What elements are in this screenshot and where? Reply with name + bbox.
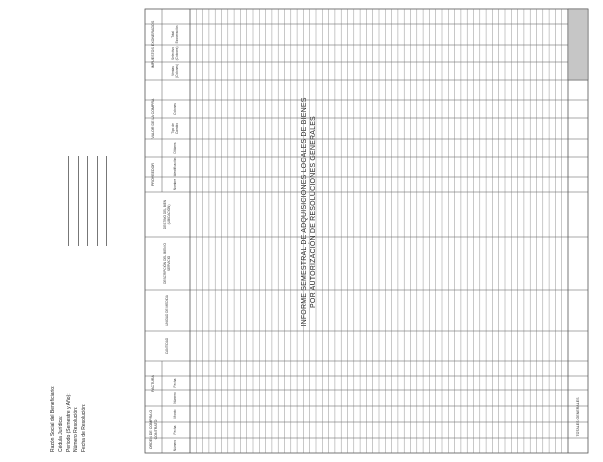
subheader-cell — [162, 376, 190, 390]
subheader-cell-text: Fecha — [173, 378, 178, 388]
field-label: Fecha de Resolución: — [81, 403, 88, 452]
destino-header-text: DESTINO DEL BIEN (UBICACIÓN) — [162, 199, 171, 230]
descripcion-header — [145, 237, 190, 290]
field-label: Cédula Jurídica: — [57, 415, 64, 452]
unidad-header-text: UNIDAD DE MEDIDA — [164, 295, 169, 326]
valor-header — [145, 80, 162, 157]
subheader-cell-text: Selectivo (Colones) — [171, 46, 179, 61]
subheader-cell-text: Fecha — [173, 425, 178, 435]
subheader-cell — [162, 62, 190, 80]
subheader-cell — [162, 438, 190, 453]
proveedor-header-text: PROVEEDOR — [151, 163, 156, 186]
subheader-cell — [162, 24, 190, 45]
field-label: Periodo (Semestre y Año): — [65, 393, 72, 452]
descripcion-header-text: DESCRIPCIÓN DEL BIEN O SERVICIO — [162, 243, 171, 284]
subheader-cell-text: Número — [173, 439, 178, 452]
subheader-cell-text: Ventas (Colones) — [171, 64, 179, 78]
subheader-cell — [162, 157, 190, 177]
subheader-cell-text: Nombre — [173, 178, 178, 191]
cantidad-header-text: CANTIDAD — [164, 337, 169, 355]
valor-header-text: VALOR DE LA COMPRA — [151, 98, 156, 139]
factura-header-text: FACTURA — [151, 375, 156, 392]
subheader-cell-text: Total Exoneración — [171, 25, 179, 44]
unidad-header — [145, 290, 190, 331]
orden-header-text: ORDEN DE COMPRA O CONTRATO — [149, 409, 158, 450]
subheader-cell — [162, 406, 190, 422]
impuestos-header — [145, 9, 162, 80]
subheader-cell — [162, 139, 190, 157]
totals-label — [569, 383, 587, 451]
field-label: Número Resolución: — [73, 406, 80, 452]
subheader-cell — [162, 45, 190, 62]
factura-header — [145, 361, 162, 406]
subheader-cell-text: Número — [173, 392, 178, 404]
subheader-cell-text: Colones — [173, 103, 178, 115]
subheader-cell-text: Dólares — [173, 142, 178, 154]
subheader-cell-text: Monto — [173, 409, 178, 419]
report-title-line2: POR AUTORIZACIÓN DE RESOLUCIONES GENERALES — [310, 116, 317, 308]
subheader-cell-text: Identificación — [173, 157, 178, 177]
proveedor-header — [145, 157, 162, 192]
subheader-cell — [162, 390, 190, 406]
subheader-cell-text: Tipo de Cambio — [171, 123, 179, 134]
impuestos-header-text: IMPUESTOS EXONERADOS — [151, 20, 156, 69]
subheader-cell — [162, 118, 190, 139]
report-title-line1: INFORME SEMESTRAL DE ADQUISICIONES LOCALES DE BIENES — [301, 97, 308, 327]
totals-label-text: TOTALES GENERALES — [575, 397, 580, 437]
field-label: Razón Social del Beneficiario: — [50, 385, 56, 452]
subheader-cell — [162, 177, 190, 192]
orden-header — [145, 406, 162, 453]
destino-header — [145, 192, 190, 237]
subheader-cell — [162, 100, 190, 118]
cantidad-header — [145, 331, 190, 361]
subheader-cell — [162, 422, 190, 438]
